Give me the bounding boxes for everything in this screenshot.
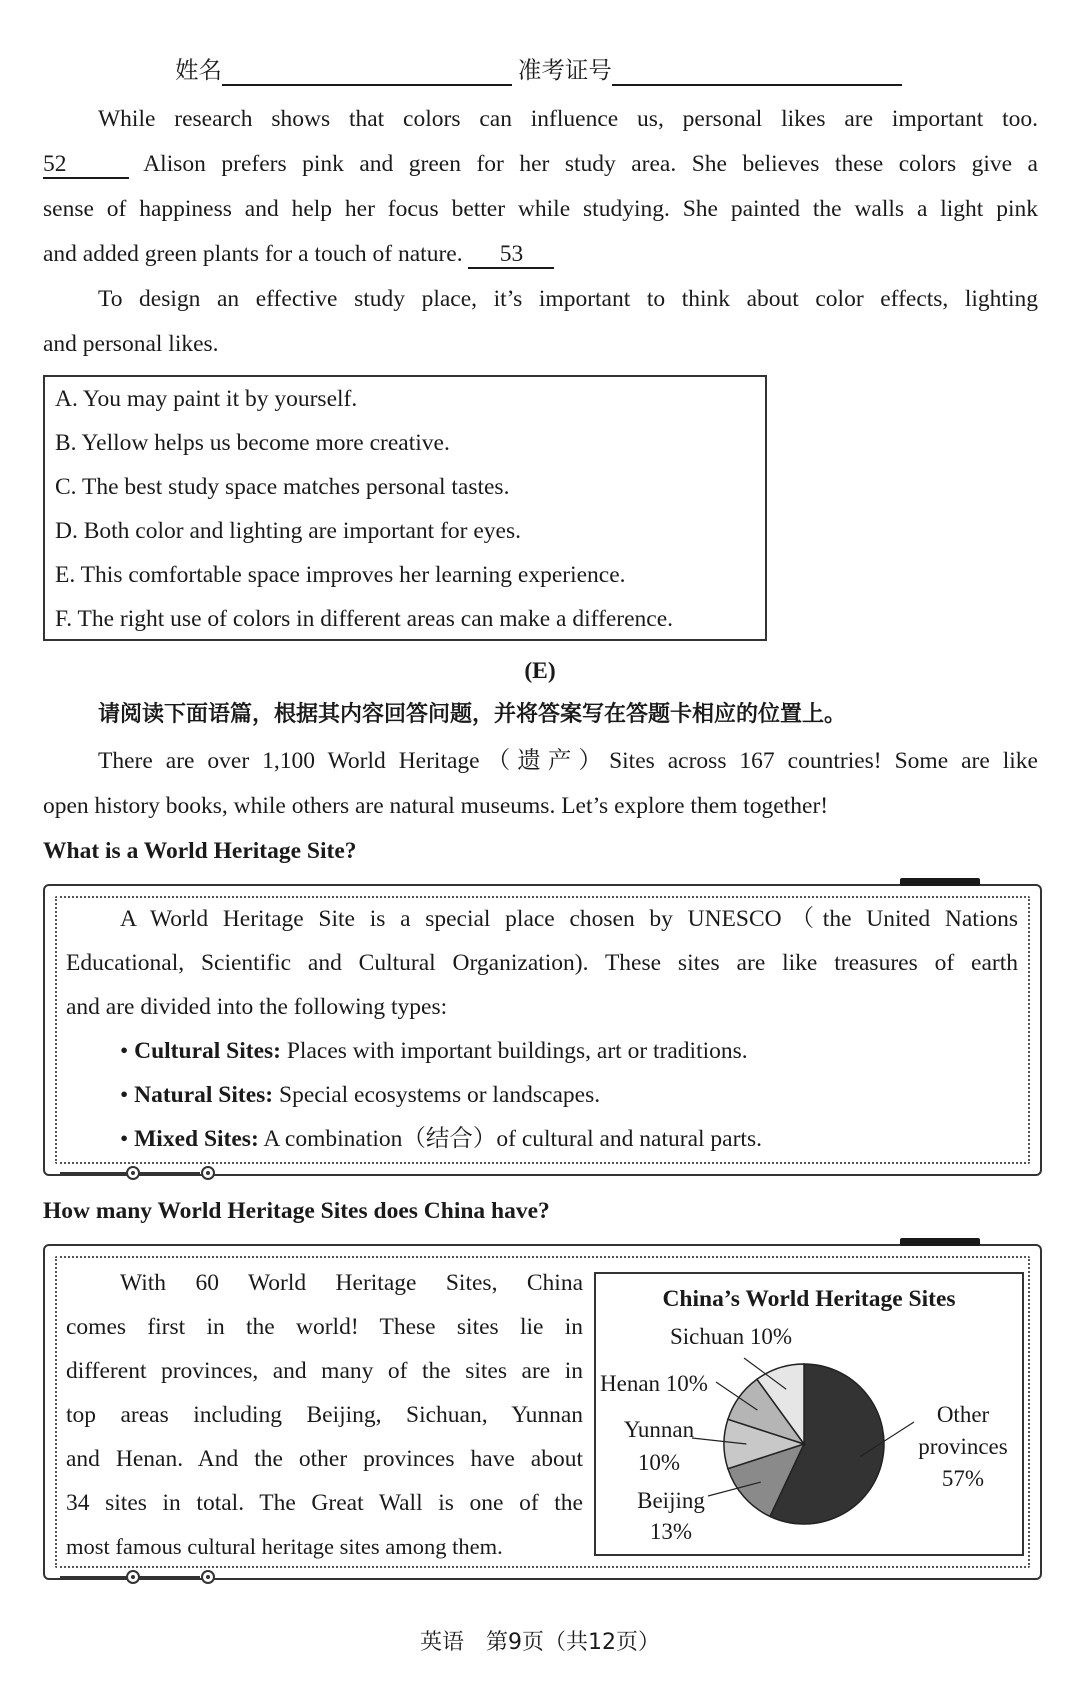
passage-line: To design an effective study place, it’s important to think about color effects, lighting: [98, 286, 1038, 312]
option-d: D. Both color and lighting are important for eyes.: [55, 518, 521, 544]
frame-ring: [201, 1570, 215, 1584]
box1-heading: What is a World Heritage Site?: [43, 838, 357, 864]
china-line: and Henan. And the other provinces have about: [66, 1446, 583, 1472]
label-beijing-pct: 13%: [649, 1519, 693, 1544]
frame-ring: [201, 1166, 215, 1180]
label-yunnan-pct: 10%: [637, 1450, 681, 1475]
label-other-pct: 57%: [941, 1466, 985, 1491]
exam-id-field[interactable]: [612, 58, 902, 86]
frame-ring: [126, 1570, 140, 1584]
china-line: most famous cultural heritage sites among them.: [66, 1534, 503, 1559]
intro-line: There are over 1,100 World Heritage（遗产）Sites across 167 countries! Some are like: [98, 748, 1038, 774]
passage-line: While research shows that colors can influence us, personal likes are important too.: [98, 106, 1038, 132]
chart-title: China’s World Heritage Sites: [662, 1286, 956, 1312]
bullet-term: Natural Sites:: [134, 1082, 274, 1108]
bullet-text: Special ecosystems or landscapes.: [273, 1082, 601, 1108]
options-box: [43, 375, 767, 641]
passage-line: [43, 149, 1038, 179]
label-other-1: Other: [936, 1402, 990, 1427]
exam-id-label: 准考证号: [517, 58, 612, 84]
option-e: E. This comfortable space improves her learning experience.: [55, 562, 626, 588]
option-c: C. The best study space matches personal tastes.: [55, 474, 510, 500]
option-b: B. Yellow helps us become more creative.: [55, 430, 450, 456]
bullet-dot: •: [120, 1126, 135, 1152]
frame-tab: [900, 878, 980, 886]
header-row: [175, 56, 902, 86]
china-line: With 60 World Heritage Sites, China: [120, 1270, 583, 1296]
option-a: A. You may paint it by yourself.: [55, 386, 358, 412]
frame-ring: [126, 1166, 140, 1180]
china-line: top areas including Beijing, Sichuan, Yunnan: [66, 1402, 583, 1428]
bullet-dot: •: [120, 1038, 135, 1064]
intro-line: open history books, while others are natural museums. Let’s explore them together!: [43, 793, 829, 819]
box2-heading: How many World Heritage Sites does China have?: [43, 1198, 550, 1224]
bullet-cultural: [120, 1036, 748, 1066]
pie-chart-box: [594, 1272, 1024, 1556]
bullet-natural: [120, 1080, 600, 1110]
frame-tab: [900, 1238, 980, 1246]
bullet-mixed: [120, 1124, 762, 1154]
bullet-term: Cultural Sites:: [134, 1038, 281, 1064]
passage-line: and personal likes.: [43, 331, 219, 357]
page-footer: 英语 第9页（共12页）: [420, 1630, 660, 1655]
bullet-text: A combination（结合）of cultural and natural parts.: [258, 1126, 762, 1152]
passage-line: [43, 239, 554, 269]
definition-line: and are divided into the following types:: [66, 994, 448, 1020]
bullet-text: Places with important buildings, art or traditions.: [280, 1038, 748, 1064]
passage-text: Alison prefers pink and green for her study area. She believes these colors give a: [143, 151, 1038, 177]
label-beijing-name: Beijing: [637, 1488, 705, 1513]
bullet-dot: •: [120, 1082, 135, 1108]
passage-text: and added green plants for a touch of nature.: [43, 241, 463, 267]
name-field[interactable]: [222, 58, 512, 86]
name-label: 姓名: [175, 58, 222, 84]
label-henan: Henan 10%: [600, 1371, 708, 1396]
section-label: (E): [524, 658, 556, 684]
section-instruction: 请阅读下面语篇，根据其内容回答问题，并将答案写在答题卡相应的位置上。: [98, 702, 847, 727]
china-line: 34 sites in total. The Great Wall is one of the: [66, 1490, 583, 1516]
definition-line: Educational, Scientific and Cultural Organization). These sites are like treasures of earth: [66, 950, 1018, 976]
option-f: F. The right use of colors in different areas can make a difference.: [55, 606, 674, 632]
label-sichuan: Sichuan 10%: [670, 1324, 793, 1349]
label-yunnan-name: Yunnan: [623, 1417, 695, 1442]
passage-line: sense of happiness and help her focus better while studying. She painted the walls a light pink: [43, 196, 1038, 222]
blank-53[interactable]: 53: [468, 241, 554, 269]
label-other-2: provinces: [918, 1434, 1008, 1459]
definition-line: A World Heritage Site is a special place chosen by UNESCO（the United Nations: [120, 906, 1018, 932]
blank-52[interactable]: 52: [43, 151, 129, 179]
bullet-term: Mixed Sites:: [134, 1126, 259, 1152]
china-line: different provinces, and many of the sites are in: [66, 1358, 583, 1384]
china-line: comes first in the world! These sites lie in: [66, 1314, 583, 1340]
